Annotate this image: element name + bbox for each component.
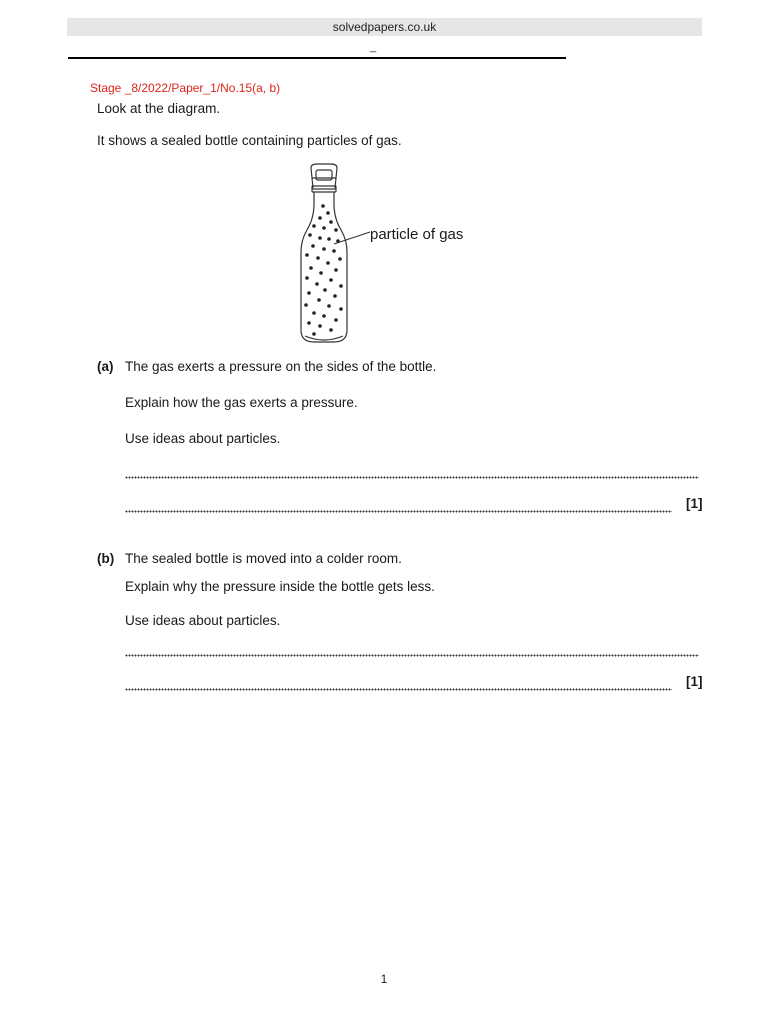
header-divider	[68, 57, 566, 59]
part-b-marks: [1]	[686, 674, 703, 689]
part-a-answer-line-2[interactable]	[125, 507, 672, 513]
part-b-label: (b)	[97, 551, 115, 566]
sealed-bottle-diagram	[290, 160, 490, 346]
question-reference: Stage _8/2022/Paper_1/No.15(a, b)	[90, 81, 281, 95]
site-header: solvedpapers.co.uk	[67, 18, 702, 36]
part-a-label: (a)	[97, 359, 114, 374]
particle-of-gas-label: particle of gas	[370, 226, 464, 243]
part-a-marks: [1]	[686, 496, 703, 511]
part-b-line-2: Explain why the pressure inside the bottle gets less.	[125, 579, 435, 594]
header-dash: _	[370, 41, 377, 53]
part-a-line-2: Explain how the gas exerts a pressure.	[125, 395, 358, 410]
intro-line-1: Look at the diagram.	[97, 101, 221, 116]
part-b-answer-line-1[interactable]	[125, 651, 699, 657]
part-b-answer-line-2[interactable]	[125, 685, 672, 691]
intro-line-2: It shows a sealed bottle containing particles of gas.	[97, 133, 402, 148]
part-a-answer-line-1[interactable]	[125, 473, 699, 479]
part-a-line-3: Use ideas about particles.	[125, 431, 281, 446]
page-number: 1	[380, 972, 388, 986]
part-a-line-1: The gas exerts a pressure on the sides of the bottle.	[125, 359, 437, 374]
part-b-line-1: The sealed bottle is moved into a colder room.	[125, 551, 402, 566]
part-b-line-3: Use ideas about particles.	[125, 613, 281, 628]
